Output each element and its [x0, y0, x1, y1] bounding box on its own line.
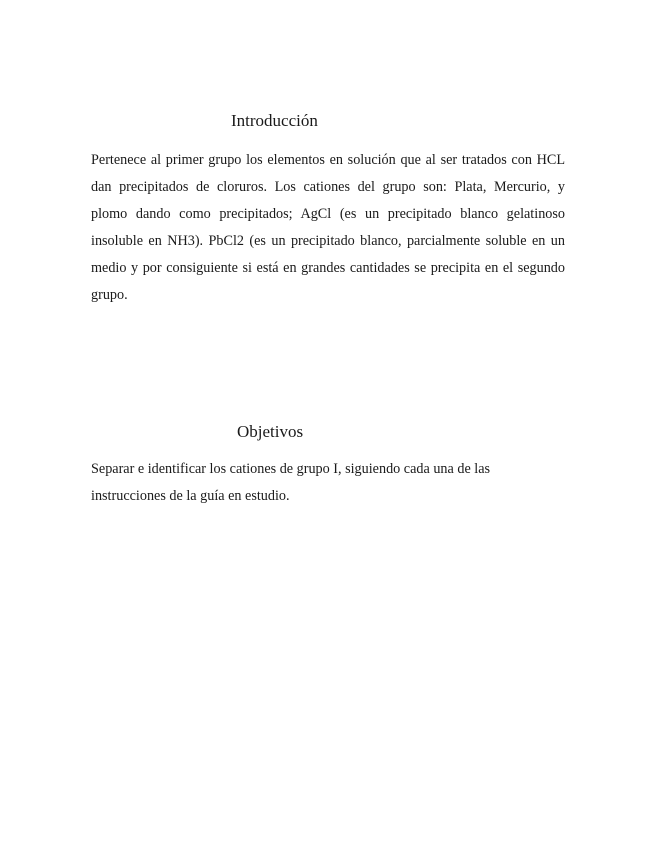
- objectives-line: Separar e identificar los cationes de grupo I, siguiendo cada una de las: [91, 461, 491, 477]
- introduction-line: medio y por consiguiente si está en grandes cantidades se precipita en el segundo: [91, 260, 565, 276]
- introduction-line: grupo.: [91, 287, 128, 303]
- introduction-line: insoluble en NH3). PbCl2 (es un precipitado blanco, parcialmente soluble en un: [91, 233, 565, 249]
- introduction-line: plomo dando como precipitados; AgCl (es un precipitado blanco gelatinoso: [91, 206, 565, 222]
- introduction-paragraph: [91, 150, 565, 312]
- introduction-heading: Introducción: [231, 111, 318, 130]
- objectives-line: instrucciones de la guía en estudio.: [91, 488, 290, 504]
- introduction-line: dan precipitados de cloruros. Los cationes del grupo son: Plata, Mercurio, y: [91, 179, 565, 195]
- objectives-paragraph: [91, 459, 565, 513]
- introduction-line: Pertenece al primer grupo los elementos en solución que al ser tratados con HCL: [91, 152, 565, 168]
- objectives-heading: Objetivos: [237, 422, 304, 441]
